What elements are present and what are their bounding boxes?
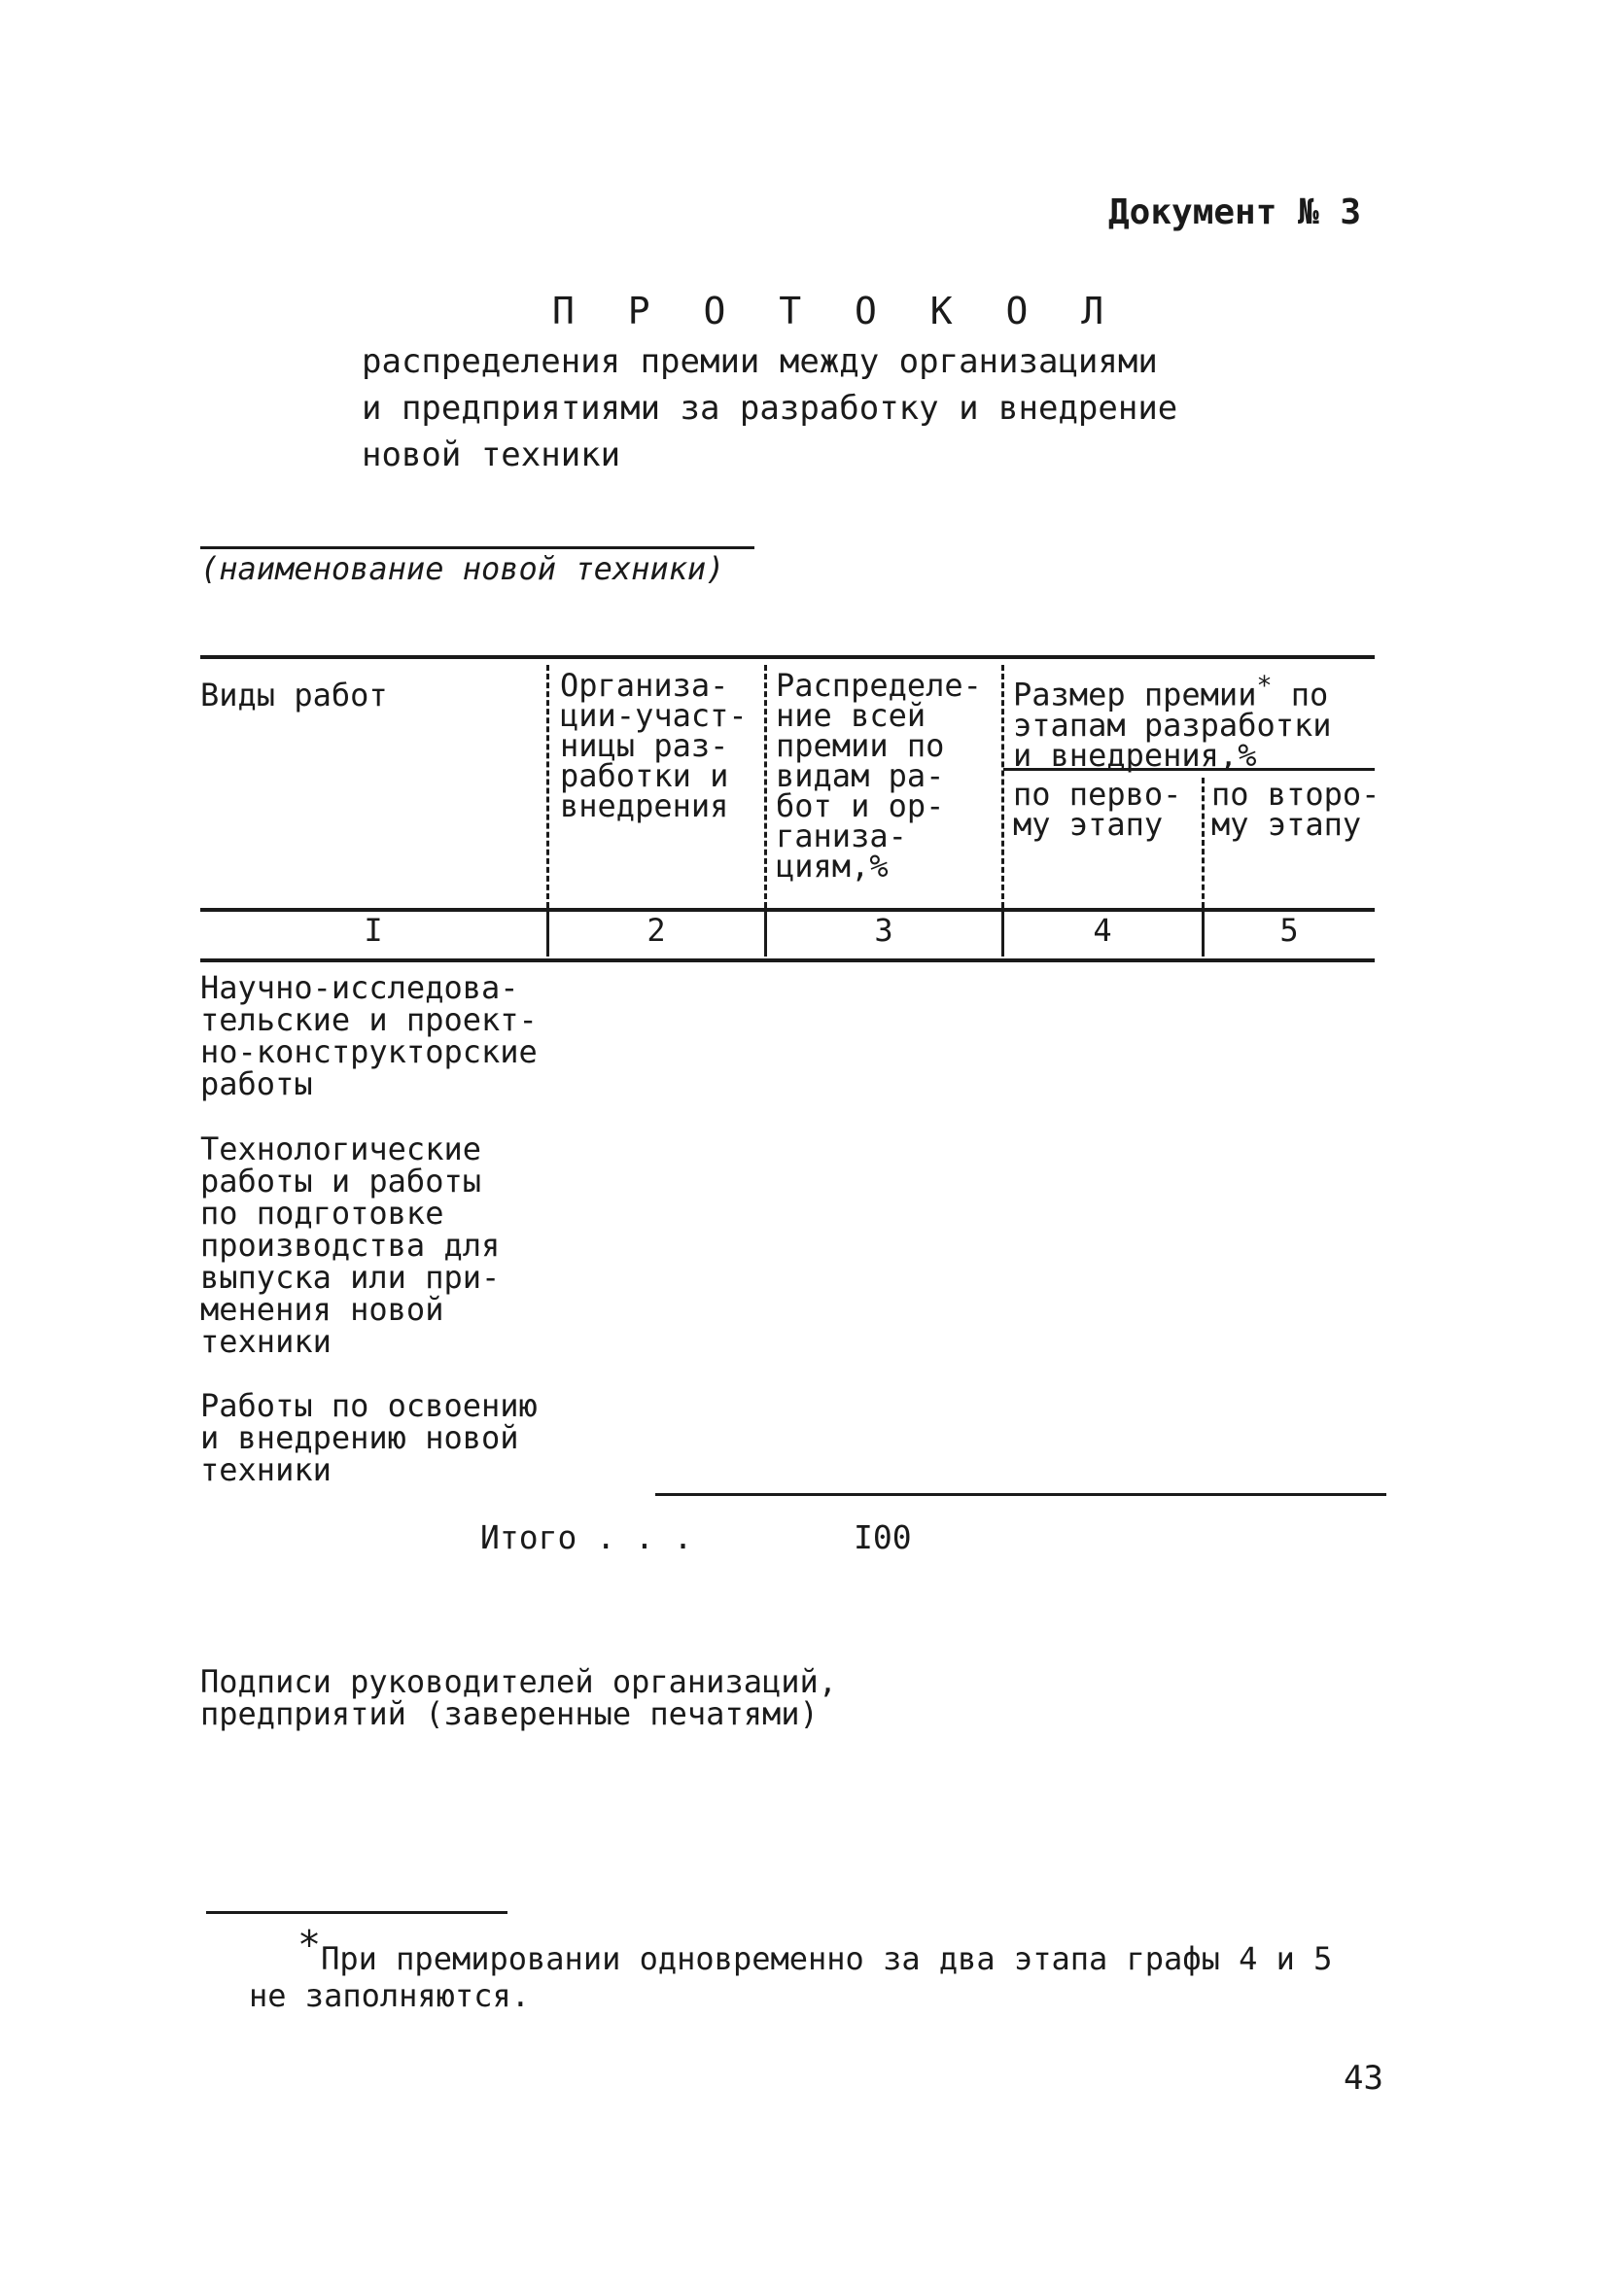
technology-name-caption: (наименование новой техники) bbox=[200, 550, 725, 587]
column-number-4: 4 bbox=[1093, 912, 1112, 949]
total-value: I00 bbox=[854, 1518, 912, 1556]
col-separator-4 bbox=[1202, 778, 1205, 908]
header-work-types: Виды работ bbox=[200, 677, 388, 713]
footnote-rule bbox=[206, 1911, 507, 1914]
table-top-rule bbox=[200, 655, 1375, 659]
total-rule bbox=[655, 1493, 1386, 1496]
row-technological-work: Технологические работы и работы по подготовке производства для выпуска или при- менения новой техники bbox=[200, 1131, 501, 1360]
col-separator-3 bbox=[1001, 665, 1004, 908]
footnote-mark: * bbox=[297, 1923, 322, 1968]
col-separator-1 bbox=[546, 665, 549, 908]
column-numbers-bottom-rule bbox=[200, 958, 1375, 962]
header-bonus-line1: Размер премии bbox=[1013, 676, 1257, 713]
num-separator-3 bbox=[1001, 912, 1004, 957]
column-number-5: 5 bbox=[1279, 912, 1299, 949]
header-bonus-by-stage bbox=[1013, 671, 1332, 774]
total-label: Итого . . . bbox=[480, 1518, 693, 1556]
document-title: П Р О Т О К О Л bbox=[552, 290, 1120, 332]
document-number: Документ № 3 bbox=[1108, 192, 1362, 232]
num-separator-2 bbox=[764, 912, 767, 957]
row-research-work: Научно-исследова- тельские и проект- но-конструкторские работы bbox=[200, 969, 538, 1102]
document-subtitle: распределения премии между организациями и предприятиями за разработку и внедрение новой техники bbox=[362, 342, 1178, 474]
footnote-marker: * bbox=[1256, 671, 1273, 701]
footnote-text: При премировании одновременно за два этапа графы 4 и 5 не заполняются. bbox=[249, 1940, 1333, 2014]
header-second-stage: по второ- му этапу bbox=[1211, 776, 1381, 843]
num-separator-1 bbox=[546, 912, 549, 957]
technology-name-line bbox=[200, 546, 754, 549]
num-separator-4 bbox=[1202, 912, 1205, 957]
footnote bbox=[249, 1923, 1367, 2014]
column-number-1: I bbox=[364, 912, 383, 949]
row-adoption-work: Работы по освоению и внедрению новой техники bbox=[200, 1387, 538, 1488]
column-number-3: 3 bbox=[874, 912, 893, 949]
signatures-note: Подписи руководителей организаций, предприятий (заверенные печатями) bbox=[200, 1663, 838, 1732]
page-number: 43 bbox=[1344, 2059, 1383, 2098]
header-first-stage: по перво- му этапу bbox=[1013, 776, 1182, 843]
header-distribution-percent: Распределе- ние всей премии по видам ра- бот и ор- ганиза- циям,% bbox=[776, 667, 982, 885]
header-organizations: Организа- ции-участ- ницы раз- работки и внедрения bbox=[560, 667, 748, 824]
header-bonus-line2: этапам разработки bbox=[1013, 706, 1332, 744]
header-bonus-line1-tail: по bbox=[1272, 676, 1329, 713]
header-subgroup-rule bbox=[1003, 768, 1375, 771]
header-bonus-line3: и внедрения,% bbox=[1013, 736, 1257, 774]
col-separator-2 bbox=[764, 665, 767, 908]
column-number-2: 2 bbox=[647, 912, 666, 949]
